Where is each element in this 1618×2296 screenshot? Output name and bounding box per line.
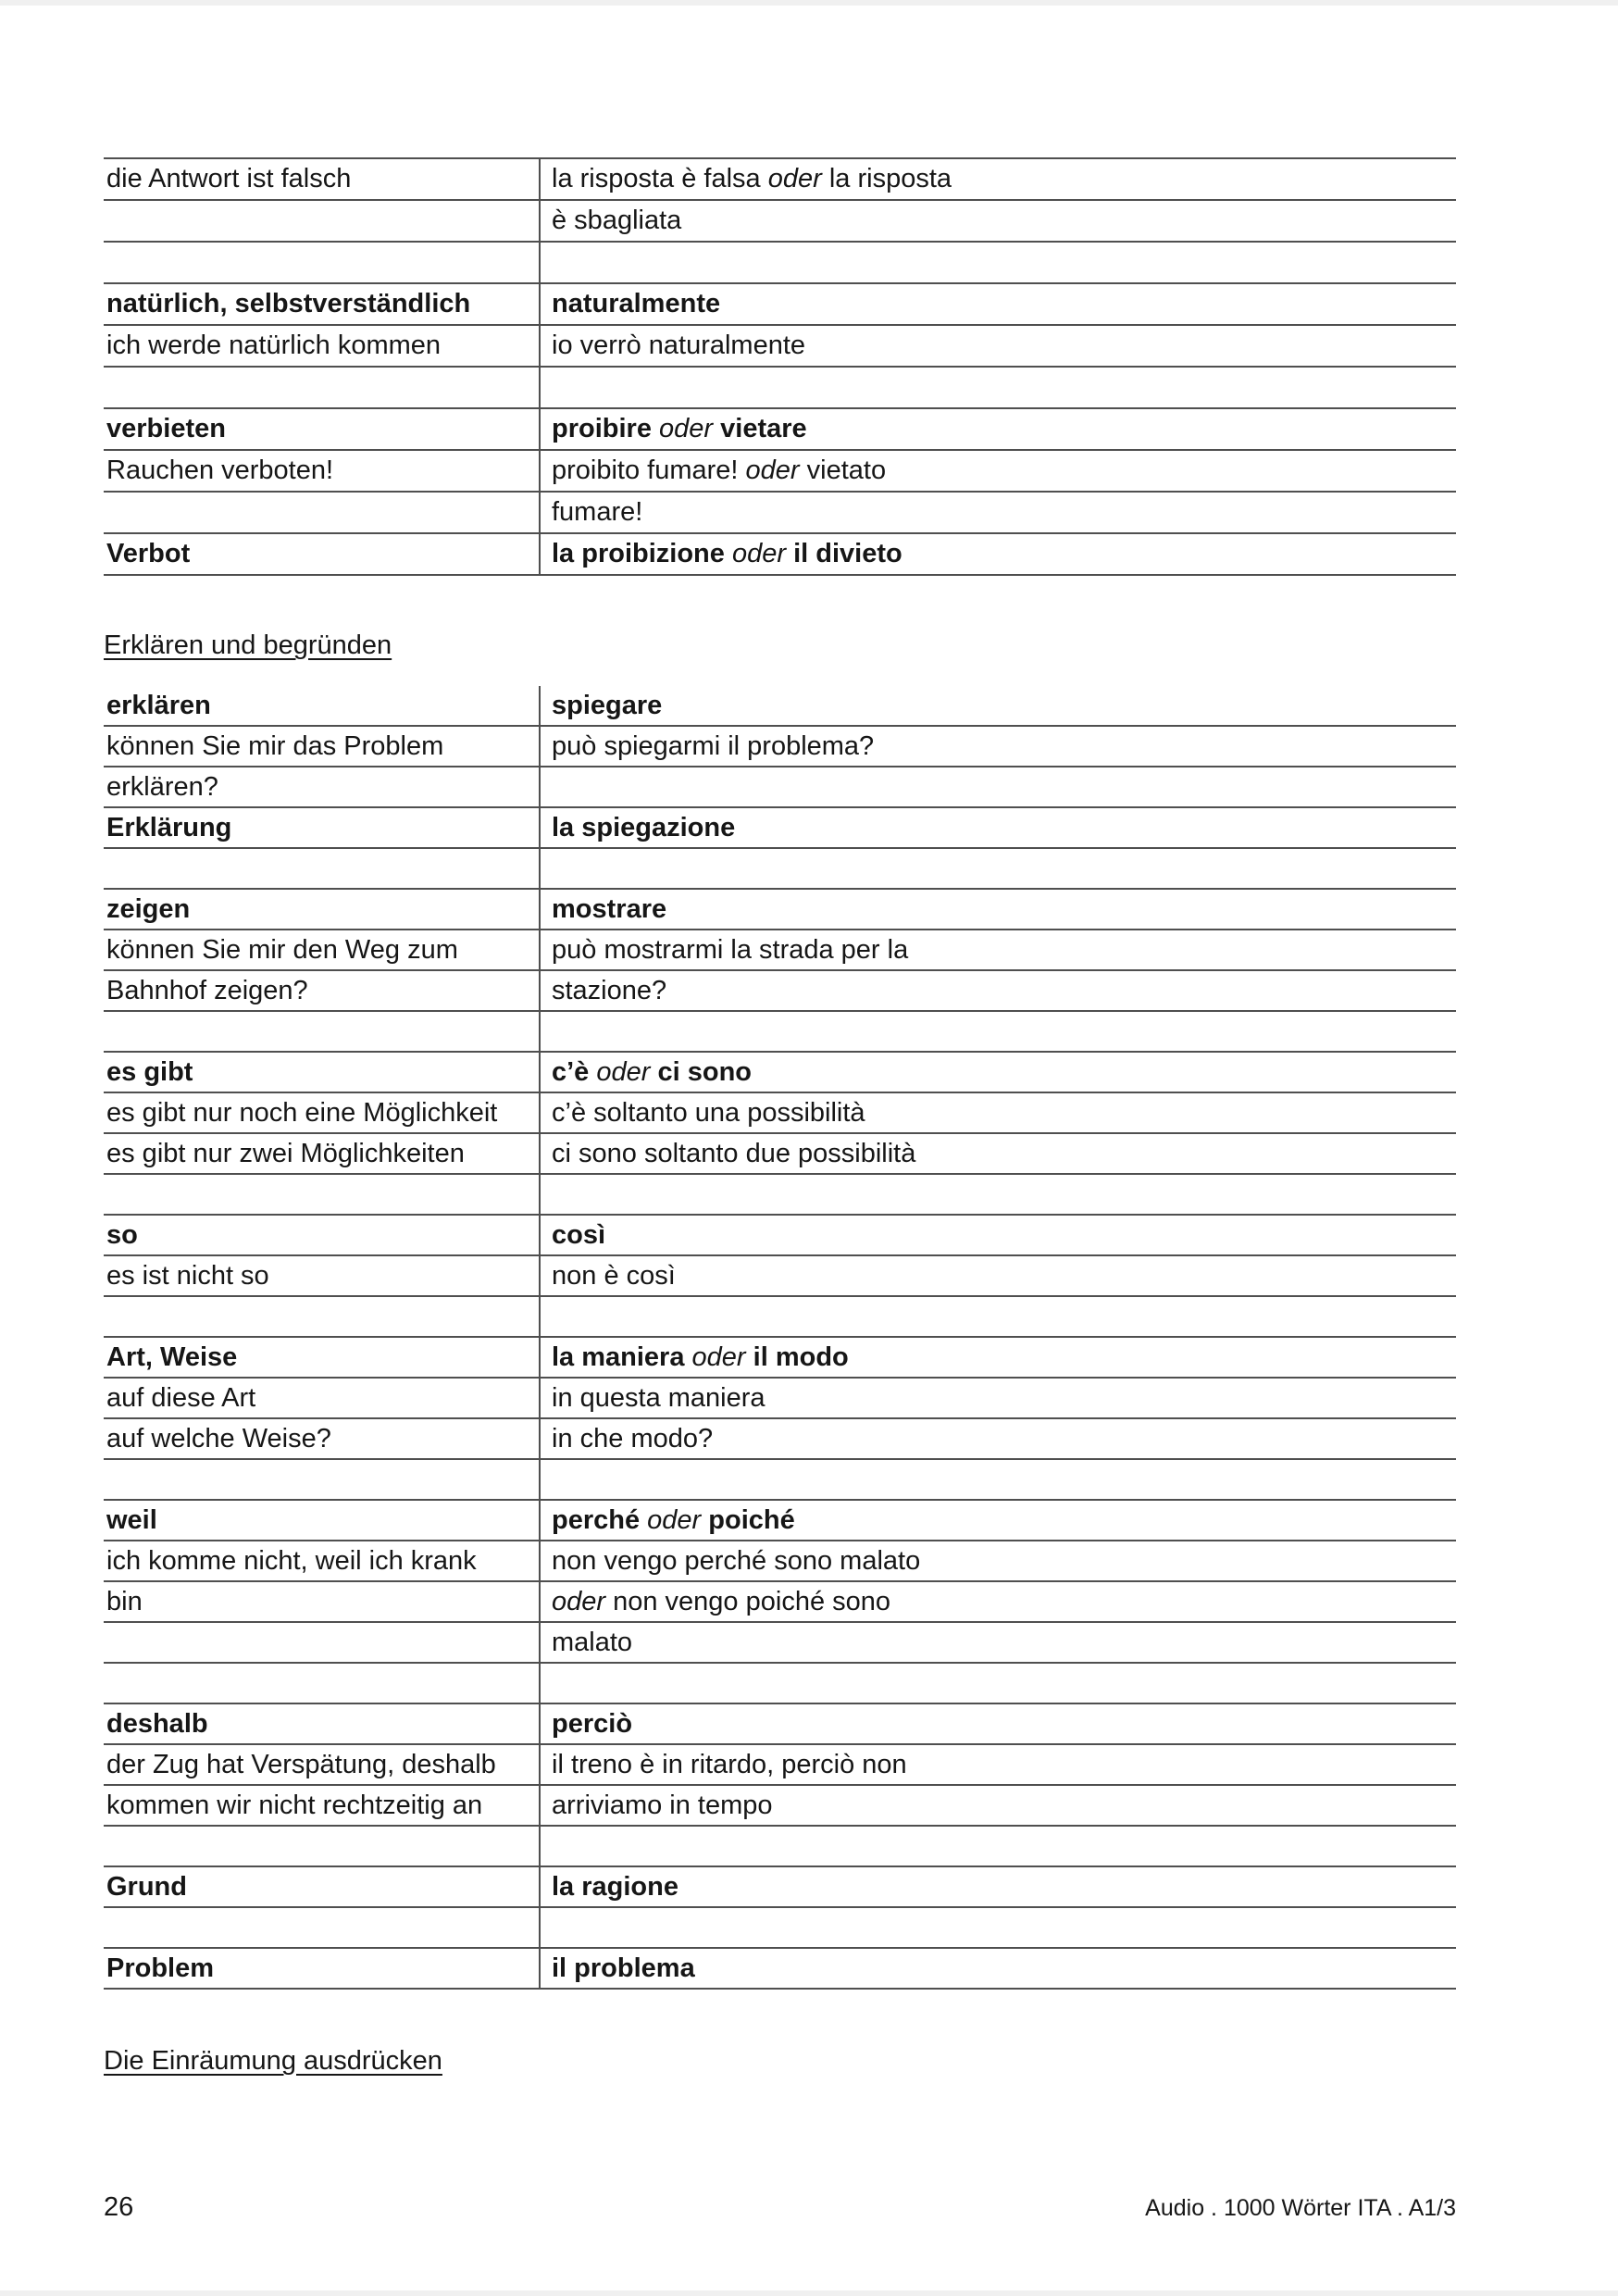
german-cell <box>104 930 539 971</box>
italian-cell <box>539 493 1456 534</box>
text-segment: vietare <box>720 414 807 443</box>
text-segment: proibito fumare! <box>552 455 746 485</box>
vocab-row <box>104 1419 1456 1460</box>
footer-source-text: Audio . 1000 Wörter ITA . A1/3 <box>1145 2195 1456 2221</box>
vocab-row <box>104 767 1456 808</box>
vocab-row <box>104 493 1456 534</box>
text-segment: fumare! <box>552 497 643 527</box>
italian-cell <box>539 243 1456 284</box>
italian-cell <box>539 1256 1456 1297</box>
text-segment: spiegare <box>552 691 663 720</box>
italian-cell <box>539 201 1456 243</box>
text-segment: können Sie mir den Weg zum <box>106 935 458 965</box>
text-segment: stazione? <box>552 976 667 1005</box>
german-cell <box>104 1012 539 1053</box>
german-cell <box>104 1053 539 1093</box>
german-cell <box>104 409 539 451</box>
text-segment: es gibt nur noch eine Möglichkeit <box>106 1098 498 1128</box>
vocab-row <box>104 1216 1456 1256</box>
italian-cell <box>539 1419 1456 1460</box>
vocab-row <box>104 1827 1456 1867</box>
german-cell <box>104 727 539 767</box>
german-cell <box>104 243 539 284</box>
vocab-row <box>104 159 1456 201</box>
text-segment: deshalb <box>106 1709 208 1739</box>
german-cell <box>104 159 539 201</box>
text-segment: la risposta <box>821 164 952 193</box>
vocab-row <box>104 243 1456 284</box>
german-cell <box>104 1216 539 1256</box>
vocab-row <box>104 451 1456 493</box>
text-segment: ci sono <box>657 1057 753 1087</box>
text-segment: c’è soltanto una possibilità <box>552 1098 865 1128</box>
german-cell <box>104 368 539 409</box>
vocab-row <box>104 1297 1456 1338</box>
italian-cell <box>539 890 1456 930</box>
german-cell <box>104 1175 539 1216</box>
text-segment: Problem <box>106 1953 215 1983</box>
vocab-row <box>104 326 1456 368</box>
page-content <box>104 157 1456 2081</box>
italian-cell <box>539 727 1456 767</box>
text-segment: c’è <box>552 1057 590 1087</box>
text-segment: oder <box>684 1342 753 1372</box>
text-segment: Grund <box>106 1872 187 1902</box>
text-segment: la risposta è falsa <box>552 164 768 193</box>
vocab-row <box>104 727 1456 767</box>
text-segment: la proibizione <box>552 539 725 568</box>
text-segment: Rauchen verboten! <box>106 455 334 485</box>
text-segment: oder <box>552 1587 606 1616</box>
italian-cell <box>539 1501 1456 1541</box>
german-cell <box>104 1419 539 1460</box>
vocab-row <box>104 849 1456 890</box>
vocab-row <box>104 1053 1456 1093</box>
text-segment: poiché <box>708 1505 795 1535</box>
italian-cell <box>539 930 1456 971</box>
italian-cell <box>539 808 1456 849</box>
text-segment: malato <box>552 1628 633 1657</box>
section-heading-erklaeren: Erklären und begründen <box>104 630 392 660</box>
vocab-row <box>104 930 1456 971</box>
italian-cell <box>539 1460 1456 1501</box>
german-cell <box>104 1867 539 1908</box>
text-segment: natürlich, selbstverständlich <box>106 289 471 318</box>
vocab-row <box>104 1745 1456 1786</box>
german-cell <box>104 1501 539 1541</box>
italian-cell <box>539 1134 1456 1175</box>
text-segment: der Zug hat Verspätung, deshalb <box>106 1750 496 1779</box>
vocab-row <box>104 1623 1456 1664</box>
text-segment: perché <box>552 1505 641 1535</box>
text-segment: Art, Weise <box>106 1342 238 1372</box>
german-cell <box>104 1541 539 1582</box>
text-segment: es gibt nur zwei Möglichkeiten <box>106 1139 465 1168</box>
italian-cell <box>539 159 1456 201</box>
text-segment: oder <box>640 1505 709 1535</box>
vocab-row <box>104 201 1456 243</box>
text-segment: naturalmente <box>552 289 721 318</box>
text-segment: oder <box>724 539 794 568</box>
italian-cell <box>539 1175 1456 1216</box>
text-segment: perciò <box>552 1709 633 1739</box>
text-segment: può spiegarmi il problema? <box>552 731 875 761</box>
german-cell <box>104 1093 539 1134</box>
german-cell <box>104 808 539 849</box>
vocab-row <box>104 1501 1456 1541</box>
italian-cell <box>539 1012 1456 1053</box>
text-segment: erklären? <box>106 772 218 802</box>
text-segment: io verrò naturalmente <box>552 331 806 360</box>
text-segment: ich komme nicht, weil ich krank <box>106 1546 477 1576</box>
text-segment: verbieten <box>106 414 226 443</box>
italian-cell <box>539 1827 1456 1867</box>
italian-cell <box>539 1867 1456 1908</box>
italian-cell <box>539 1664 1456 1704</box>
italian-cell <box>539 1623 1456 1664</box>
german-cell <box>104 1786 539 1827</box>
text-segment: die Antwort ist falsch <box>106 164 352 193</box>
vocab-row <box>104 1460 1456 1501</box>
german-cell <box>104 284 539 326</box>
vocab-row <box>104 1582 1456 1623</box>
german-cell <box>104 1704 539 1745</box>
vocab-row <box>104 1664 1456 1704</box>
vocab-row <box>104 1338 1456 1379</box>
german-cell <box>104 201 539 243</box>
vocab-row <box>104 409 1456 451</box>
text-segment: è sbagliata <box>552 206 682 235</box>
vocab-row <box>104 686 1456 727</box>
italian-cell <box>539 1745 1456 1786</box>
vocab-row <box>104 284 1456 326</box>
german-cell <box>104 1664 539 1704</box>
text-segment: erklären <box>106 691 211 720</box>
vocab-row <box>104 534 1456 576</box>
german-cell <box>104 1256 539 1297</box>
vocab-row <box>104 1867 1456 1908</box>
vocab-row <box>104 1134 1456 1175</box>
text-segment: il problema <box>552 1953 695 1983</box>
italian-cell <box>539 368 1456 409</box>
italian-cell <box>539 1541 1456 1582</box>
text-segment: non è così <box>552 1261 676 1291</box>
vocab-row <box>104 1541 1456 1582</box>
page-footer <box>104 2192 1456 2223</box>
german-cell <box>104 686 539 727</box>
vocab-row <box>104 1786 1456 1827</box>
text-segment: können Sie mir das Problem <box>106 731 444 761</box>
vocab-row <box>104 1704 1456 1745</box>
text-segment: ich werde natürlich kommen <box>106 331 442 360</box>
text-segment: auf welche Weise? <box>106 1424 331 1454</box>
vocab-row <box>104 971 1456 1012</box>
italian-cell <box>539 534 1456 576</box>
vocab-row <box>104 368 1456 409</box>
italian-cell <box>539 1093 1456 1134</box>
text-segment: la maniera <box>552 1342 685 1372</box>
text-segment: la ragione <box>552 1872 678 1902</box>
text-segment: ci sono soltanto due possibilità <box>552 1139 916 1168</box>
italian-cell <box>539 1786 1456 1827</box>
german-cell <box>104 1908 539 1949</box>
text-segment: così <box>552 1220 606 1250</box>
vocab-row <box>104 808 1456 849</box>
text-segment: oder <box>589 1057 658 1087</box>
text-segment: non vengo poiché sono <box>605 1587 891 1616</box>
german-cell <box>104 1297 539 1338</box>
vocab-row <box>104 1908 1456 1949</box>
italian-cell <box>539 1338 1456 1379</box>
page-number: 26 <box>104 2192 134 2222</box>
text-segment: oder <box>745 455 800 485</box>
vocab-row <box>104 890 1456 930</box>
text-segment: arriviamo in tempo <box>552 1791 773 1820</box>
italian-cell <box>539 284 1456 326</box>
german-cell <box>104 849 539 890</box>
italian-cell <box>539 1908 1456 1949</box>
italian-cell <box>539 1704 1456 1745</box>
scan-edge-top <box>0 0 1618 6</box>
italian-cell <box>539 1297 1456 1338</box>
vocab-row <box>104 1949 1456 1990</box>
german-cell <box>104 1338 539 1379</box>
italian-cell <box>539 686 1456 727</box>
vocab-table-top <box>104 157 1456 576</box>
vocab-row <box>104 1256 1456 1297</box>
text-segment: so <box>106 1220 138 1250</box>
text-segment: non vengo perché sono malato <box>552 1546 921 1576</box>
vocab-row <box>104 1012 1456 1053</box>
italian-cell <box>539 1949 1456 1990</box>
text-segment: proibire <box>552 414 652 443</box>
text-segment: Erklärung <box>106 813 232 842</box>
scan-edge-bottom <box>0 2290 1618 2296</box>
italian-cell <box>539 971 1456 1012</box>
text-segment: es ist nicht so <box>106 1261 269 1291</box>
german-cell <box>104 890 539 930</box>
italian-cell <box>539 409 1456 451</box>
section-heading-einraeumung: Die Einräumung ausdrücken <box>104 2046 442 2076</box>
text-segment: in che modo? <box>552 1424 714 1454</box>
text-segment: il modo <box>753 1342 849 1372</box>
german-cell <box>104 767 539 808</box>
text-segment: Bahnhof zeigen? <box>106 976 308 1005</box>
german-cell <box>104 1827 539 1867</box>
text-segment: mostrare <box>552 894 667 924</box>
vocab-table-main <box>104 686 1456 1990</box>
text-segment: vietato <box>799 455 887 485</box>
italian-cell <box>539 326 1456 368</box>
vocab-row <box>104 1379 1456 1419</box>
text-segment: può mostrarmi la strada per la <box>552 935 909 965</box>
text-segment: oder <box>651 414 721 443</box>
text-segment: oder <box>767 164 822 193</box>
text-segment: il treno è in ritardo, perciò non <box>552 1750 907 1779</box>
italian-cell <box>539 1216 1456 1256</box>
german-cell <box>104 1623 539 1664</box>
german-cell <box>104 493 539 534</box>
german-cell <box>104 1949 539 1990</box>
italian-cell <box>539 1582 1456 1623</box>
text-segment: zeigen <box>106 894 191 924</box>
text-segment: kommen wir nicht rechtzeitig an <box>106 1791 483 1820</box>
text-segment: il divieto <box>793 539 902 568</box>
text-segment: bin <box>106 1587 143 1616</box>
german-cell <box>104 1745 539 1786</box>
italian-cell <box>539 1379 1456 1419</box>
text-segment: auf diese Art <box>106 1383 256 1413</box>
italian-cell <box>539 767 1456 808</box>
italian-cell <box>539 451 1456 493</box>
text-segment: in questa maniera <box>552 1383 765 1413</box>
german-cell <box>104 534 539 576</box>
german-cell <box>104 1379 539 1419</box>
german-cell <box>104 1582 539 1623</box>
text-segment: Verbot <box>106 539 191 568</box>
german-cell <box>104 971 539 1012</box>
vocab-row <box>104 1175 1456 1216</box>
german-cell <box>104 326 539 368</box>
text-segment: la spiegazione <box>552 813 736 842</box>
german-cell <box>104 1134 539 1175</box>
italian-cell <box>539 1053 1456 1093</box>
german-cell <box>104 1460 539 1501</box>
german-cell <box>104 451 539 493</box>
italian-cell <box>539 849 1456 890</box>
vocab-row <box>104 1093 1456 1134</box>
text-segment: weil <box>106 1505 157 1535</box>
text-segment: es gibt <box>106 1057 193 1087</box>
